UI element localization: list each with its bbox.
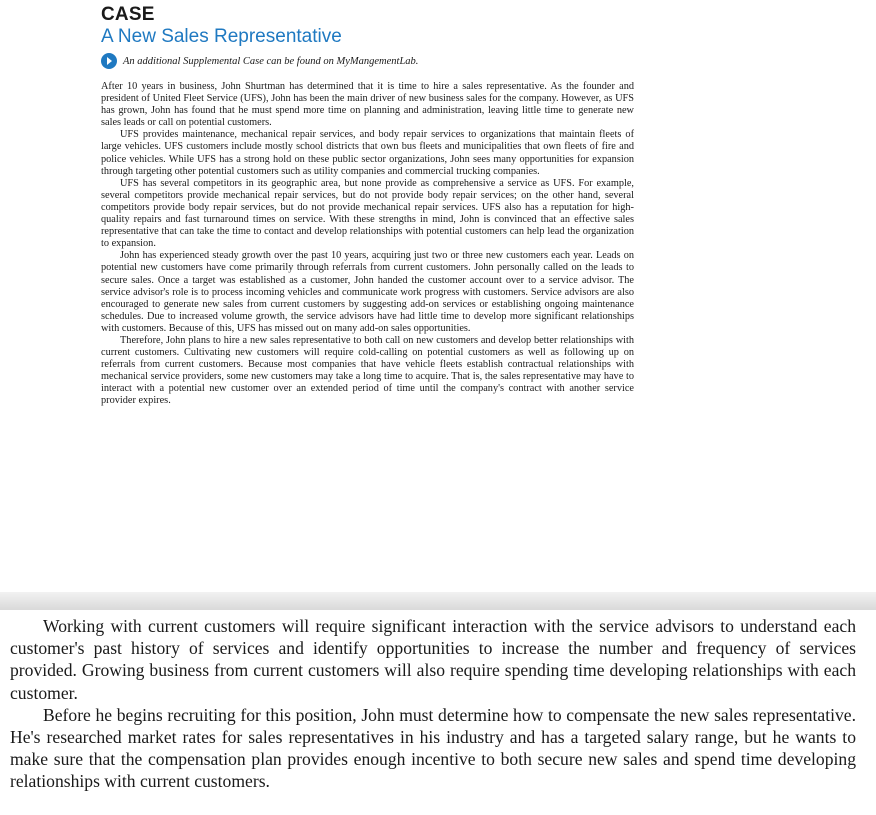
continuation-body bbox=[10, 615, 856, 793]
arrow-circle-icon bbox=[101, 53, 117, 69]
page-separator bbox=[0, 592, 876, 610]
case-label: CASE bbox=[101, 4, 155, 25]
case-paragraph: UFS provides maintenance, mechanical repair services, and body repair services to organizations that maintain fleets of large vehicles. UFS customers include mostly school districts that own bus fleets and municipalities that own fleets of fire and police vehicles. While UFS has a strong hold on these public sector organizations, John sees many opportunities for expansion through targeting other potential customers such as utility companies and commercial trucking companies. bbox=[101, 129, 634, 177]
continuation-paragraph: Working with current customers will require significant interaction with the service advisors to understand each customer's past history of services and identify opportunities to increase the number and frequency of services provided. Growing business from current customers will also require spending time developing relationships with each customer. bbox=[10, 616, 856, 703]
case-title: A New Sales Representative bbox=[101, 26, 342, 47]
continuation-paragraph: Before he begins recruiting for this position, John must determine how to compensate the new sales representative. He's researched market rates for sales representatives in his industry and has a targeted salary range, but he wants to make sure that the compensation plan provides enough incentive to both secure new sales and spend time developing relationships with current customers. bbox=[10, 704, 856, 792]
case-paragraph: UFS has several competitors in its geographic area, but none provide as comprehensive a service as UFS. For example, several competitors provide mechanical repair services, but do not provide body repair services; on the other hand, several competitors provide body repair services, but do not provide mechanical repair services. UFS also has a reputation for high-quality repairs and fast turnaround times on service. With these strengths in mind, John is convinced that an effective sales representative that can take the time to contact and develop relationships with potential customers can help lead the organization to expansion. bbox=[101, 177, 634, 250]
case-paragraph: Therefore, John plans to hire a new sales representative to both call on new customers and develop better relationships with current customers. Cultivating new customers will require cold-calling on potential customers as well as following up on referrals from current customers. Because most companies that have vehicle fleets establish contractual relationships with mechanical service providers, some new customers may take a long time to acquire. That is, the sales representative may have to interact with a potential new customer over an extended period of time until the company's contract with another service provider expires. bbox=[101, 334, 634, 407]
supplemental-note-text: An additional Supplemental Case can be found on MyMangementLab. bbox=[123, 55, 419, 67]
case-paragraph: John has experienced steady growth over the past 10 years, acquiring just two or three new customers each year. Leads on potential new customers have come primarily through referrals from current customers. John personally called on the leads to secure sales. Once a target was established as a customer, John handed the customer account over to a service advisor. The service advisor's role is to process incoming vehicles and communicate work progress with customers. Service advisors are also encouraged to generate new sales from current customers by suggesting add-on services or establishing ongoing maintenance schedules. Due to increased volume growth, the service advisors have had little time to develop more significant relationships with customers. Because of this, UFS has missed out on many add-on sales opportunities. bbox=[101, 250, 634, 334]
case-body bbox=[101, 81, 634, 408]
supplemental-note[interactable] bbox=[101, 53, 418, 69]
case-paragraph: After 10 years in business, John Shurtman has determined that it is time to hire a sales representative. As the founder and president of United Fleet Service (UFS), John has been the main driver of new business sales for the company. However, as UFS has grown, John has found that he must spend more time on planning and administration, leaving little time to generate new sales leads or call on potential customers. bbox=[101, 81, 634, 129]
